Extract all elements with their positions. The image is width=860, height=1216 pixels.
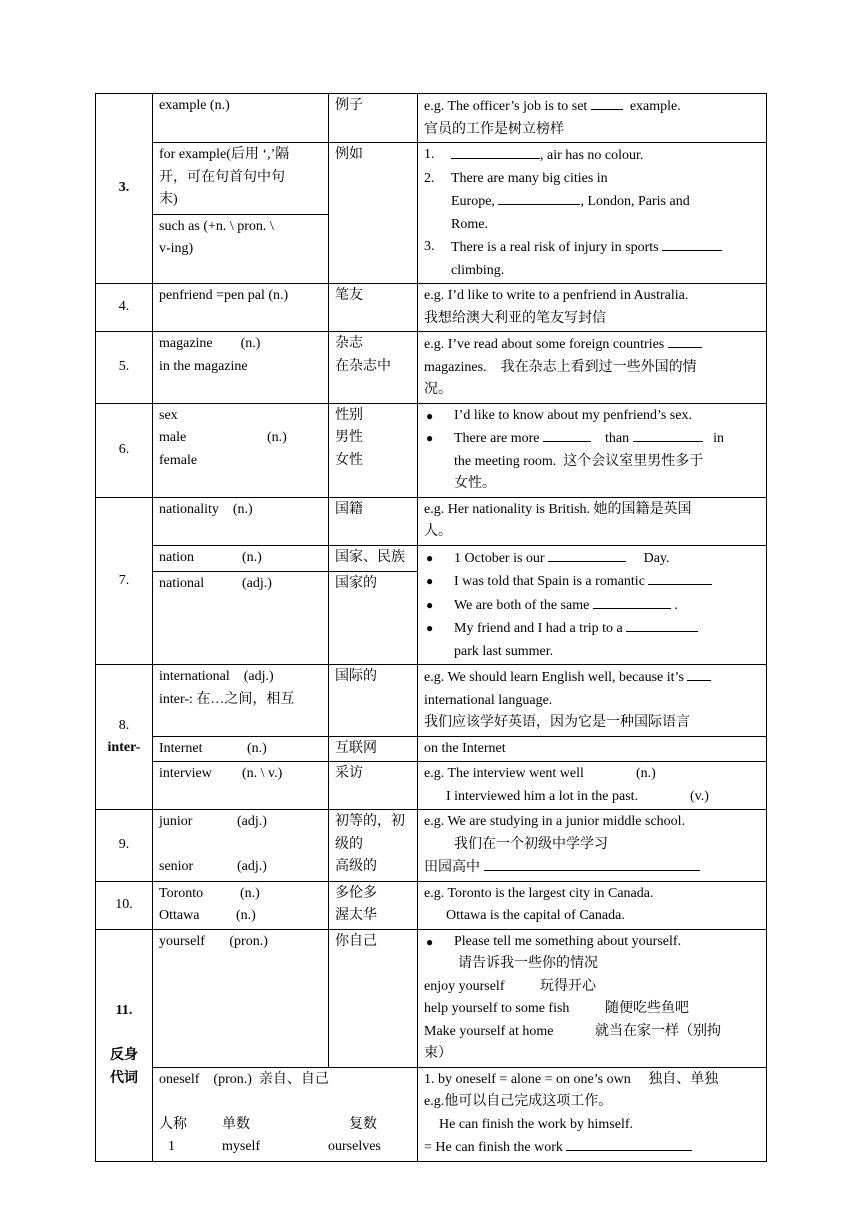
meaning-cell: 采访 (329, 762, 418, 810)
example-cell: 1. , air has no colour. 2. There are many big cities in Europe, , London, Paris and Rome. 3. There is a real risk of injury in sports climbing. (418, 143, 767, 284)
meaning-cell: 杂志 在杂志中 (329, 332, 418, 404)
bullet-icon: ● (426, 431, 434, 445)
bullet-icon: ● (426, 408, 434, 423)
word-cell: such as (+n. \ pron. \ v-ing) (153, 214, 329, 283)
word-cell: sex male (n.) female (153, 403, 329, 497)
fill-blank (566, 1136, 692, 1151)
fill-blank (648, 570, 712, 585)
meaning-cell: 国家的 (329, 571, 418, 664)
word-cell: nationality (n.) (153, 497, 329, 545)
example-cell: 1. by oneself = alone = on one’s own 独自、单独 e.g.他可以自己完成这项工作。 He can finish the work by himself. = He can finish the work (418, 1067, 767, 1161)
meaning-cell: 例如 (329, 143, 418, 284)
pronoun-table-header: 人称 单数 复数 (159, 1116, 377, 1132)
word-cell: penfriend =pen pal (n.) (153, 284, 329, 332)
example-cell: e.g. I’ve read about some foreign countries magazines. 我在杂志上看到过一些外国的情 况。 (418, 332, 767, 404)
meaning-cell: 初等的，初 级的 高级的 (329, 810, 418, 882)
row-number-11: 11. 反身 代词 (96, 929, 153, 1161)
row-number-9: 9. (96, 810, 153, 882)
example-cell: e.g. Her nationality is British. 她的国籍是英国 人。 (418, 497, 767, 545)
bullet-icon: ● (426, 550, 434, 565)
word-cell: example (n.) (153, 94, 329, 143)
fill-blank (484, 856, 700, 871)
row-number-7: 7. (96, 497, 153, 665)
vocabulary-table (95, 93, 767, 1162)
fill-blank (591, 95, 623, 110)
meaning-cell: 国际的 (329, 665, 418, 737)
fill-blank (633, 427, 703, 442)
meaning-cell: 例子 (329, 94, 418, 143)
word-cell: oneself (pron.) 亲自、自己 人称 单数 复数 1 myself ourselves (153, 1067, 418, 1161)
fill-blank (548, 547, 626, 562)
example-cell: e.g. The interview went well (n.) I interviewed him a lot in the past. (v.) (418, 762, 767, 810)
word-cell: for example(后用 ‘,’隔 开，可在句首句中句 末) (153, 143, 329, 215)
bullet-icon: ● (426, 574, 434, 588)
fill-blank (668, 333, 702, 348)
word-cell: magazine (n.) in the magazine (153, 332, 329, 404)
row-number-4: 4. (96, 284, 153, 332)
pronoun-table-row: 1 myself ourselves (168, 1139, 381, 1154)
example-cell: e.g. We are studying in a junior middle school. 我们在一个初级中学学习 田园高中 (418, 810, 767, 882)
example-cell: e.g. Toronto is the largest city in Canada. Ottawa is the capital of Canada. (418, 881, 767, 929)
row-number-6: 6. (96, 403, 153, 497)
word-cell: Toronto (n.) Ottawa (n.) (153, 881, 329, 929)
meaning-cell: 多伦多 渥太华 (329, 881, 418, 929)
row-number-10: 10. (96, 881, 153, 929)
example-cell: ● 1 October is our Day. ● I was told that Spain is a romantic ● We are both of the same . ● My friend and I had a trip to a park last summer. (418, 545, 767, 665)
row-number-8: 8. inter- (96, 665, 153, 810)
meaning-cell: 性别 男性 女性 (329, 403, 418, 497)
example-cell: on the Internet (418, 736, 767, 762)
fill-blank (451, 144, 540, 159)
fill-blank (593, 594, 671, 609)
bullet-icon: ● (426, 621, 434, 635)
example-cell: e.g. The officer’s job is to set example. 官员的工作是树立榜样 (418, 94, 767, 143)
fill-blank (626, 617, 698, 632)
example-cell: ● Please tell me something about yourself. 请告诉我一些你的情况 enjoy yourself 玩得开心 help yourself to some fish 随便吃些鱼吧 Make yourself at home 就当在家一样（别拘 束） (418, 929, 767, 1067)
word-cell: nation (n.) (153, 545, 329, 571)
meaning-cell: 你自己 (329, 929, 418, 1067)
example-cell: ● I’d like to know about my penfriend’s sex. ● There are more than in the meeting room. 这个会议室里男性多于 女性。 (418, 403, 767, 497)
row-number-3: 3. (96, 94, 153, 284)
row-number-5: 5. (96, 332, 153, 404)
fill-blank (662, 236, 722, 251)
word-cell: junior (adj.) senior (adj.) (153, 810, 329, 882)
fill-blank (498, 190, 580, 205)
word-cell: international (adj.) inter-: 在…之间，相互 (153, 665, 329, 737)
bullet-icon: ● (426, 934, 434, 949)
example-cell: e.g. We should learn English well, because it’s international language. 我们应该学好英语，因为它是一种国际语言 (418, 665, 767, 737)
word-cell: national (adj.) (153, 571, 329, 664)
word-cell: interview (n. \ v.) (153, 762, 329, 810)
fill-blank (543, 427, 591, 442)
meaning-cell: 国籍 (329, 497, 418, 545)
meaning-cell: 国家、民族 (329, 545, 418, 571)
fill-blank (687, 666, 711, 681)
bullet-icon: ● (426, 597, 434, 612)
meaning-cell: 笔友 (329, 284, 418, 332)
word-cell: Internet (n.) (153, 736, 329, 762)
meaning-cell: 互联网 (329, 736, 418, 762)
word-cell: yourself (pron.) (153, 929, 329, 1067)
example-cell: e.g. I’d like to write to a penfriend in Australia. 我想给澳大利亚的笔友写封信 (418, 284, 767, 332)
